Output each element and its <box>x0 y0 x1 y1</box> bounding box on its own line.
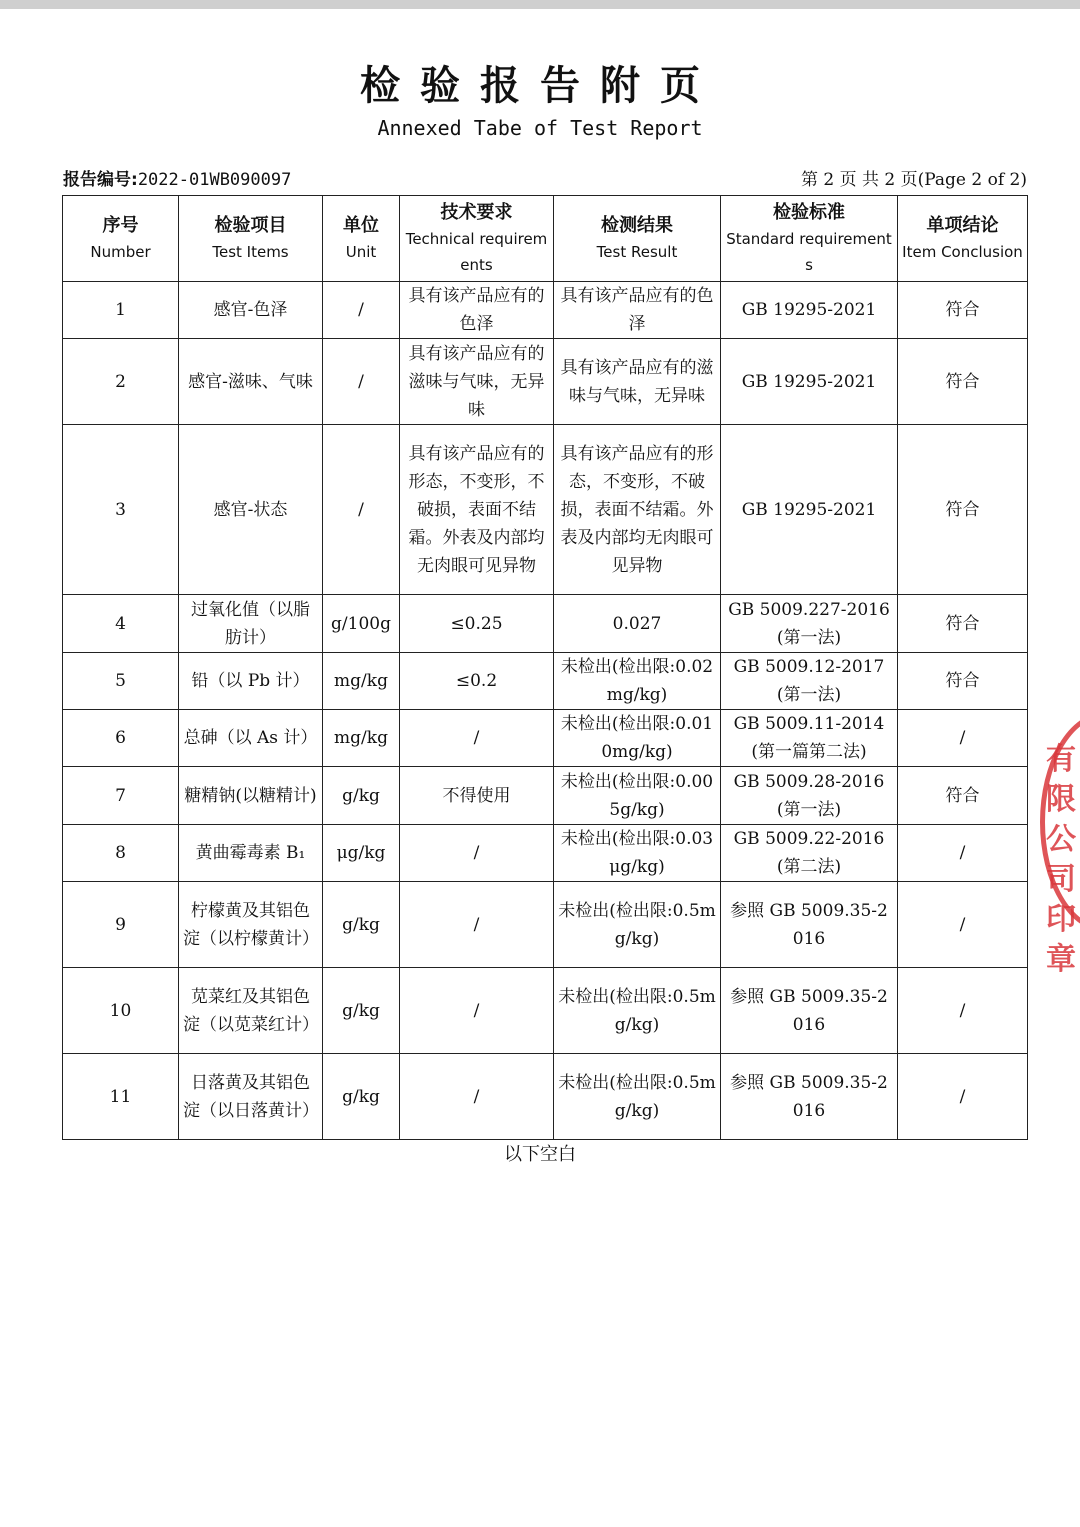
header-test-items: 检验项目 Test Items <box>179 196 323 282</box>
number-cell: 8 <box>63 825 179 882</box>
unit-cell: μg/kg <box>323 825 400 882</box>
table-row <box>63 968 1028 1054</box>
result-cell: 未检出(检出限:0.5mg/kg) <box>554 882 721 968</box>
conclusion-cell: 符合 <box>898 595 1028 653</box>
result-cell: 未检出(检出限:0.005g/kg) <box>554 767 721 825</box>
requirement-cell: 具有该产品应有的色泽 <box>400 282 554 339</box>
standard-cell: GB 19295-2021 <box>721 339 898 425</box>
result-cell: 未检出(检出限:0.010mg/kg) <box>554 710 721 767</box>
requirement-cell: 具有该产品应有的形态，不变形，不破损，表面不结霜。外表及内部均无肉眼可见异物 <box>400 425 554 595</box>
blank-below-note: 以下空白 <box>504 1144 576 1165</box>
unit-cell: g/100g <box>323 595 400 653</box>
report-title: 检验报告附页 <box>360 63 720 109</box>
report-number-value: 2022-01WB090097 <box>137 170 292 190</box>
standard-cell: GB 19295-2021 <box>721 282 898 339</box>
test-item-cell: 铅（以 Pb 计） <box>179 653 323 710</box>
conclusion-cell: / <box>898 1054 1028 1140</box>
test-item-cell: 糖精钠(以糖精计) <box>179 767 323 825</box>
number-cell: 7 <box>63 767 179 825</box>
result-cell: 具有该产品应有的滋味与气味，无异味 <box>554 339 721 425</box>
table-header-row <box>63 196 1028 282</box>
conclusion-cell: / <box>898 825 1028 882</box>
test-item-cell: 感官-滋味、气味 <box>179 339 323 425</box>
conclusion-cell: 符合 <box>898 767 1028 825</box>
standard-cell: GB 5009.227-2016 (第一法) <box>721 595 898 653</box>
stamp-text: 有限公司印章 <box>1046 742 1076 977</box>
header-standard: 检验标准 Standard requirements <box>721 196 898 282</box>
table-row <box>63 710 1028 767</box>
table-row <box>63 339 1028 425</box>
unit-cell: / <box>323 425 400 595</box>
unit-cell: / <box>323 339 400 425</box>
number-cell: 9 <box>63 882 179 968</box>
number-cell: 4 <box>63 595 179 653</box>
number-cell: 6 <box>63 710 179 767</box>
conclusion-cell: 符合 <box>898 282 1028 339</box>
requirement-cell: ≤0.2 <box>400 653 554 710</box>
result-cell: 未检出(检出限:0.03μg/kg) <box>554 825 721 882</box>
test-item-cell: 感官-状态 <box>179 425 323 595</box>
test-results-table <box>62 195 1028 1140</box>
requirement-cell: / <box>400 968 554 1054</box>
table-row <box>63 882 1028 968</box>
header-technical-requirements: 技术要求 Technical requirements <box>400 196 554 282</box>
page-info: 第 2 页 共 2 页(Page 2 of 2) <box>800 170 1027 190</box>
result-cell: 0.027 <box>554 595 721 653</box>
test-item-cell: 黄曲霉毒素 B₁ <box>179 825 323 882</box>
result-cell: 未检出(检出限:0.5mg/kg) <box>554 968 721 1054</box>
table-row <box>63 425 1028 595</box>
number-cell: 2 <box>63 339 179 425</box>
unit-cell: g/kg <box>323 767 400 825</box>
requirement-cell: 不得使用 <box>400 767 554 825</box>
unit-cell: g/kg <box>323 882 400 968</box>
test-item-cell: 感官-色泽 <box>179 282 323 339</box>
top-border-bar <box>0 0 1080 9</box>
test-item-cell: 日落黄及其铝色淀（以日落黄计） <box>179 1054 323 1140</box>
header-conclusion: 单项结论 Item Conclusion <box>898 196 1028 282</box>
conclusion-cell: / <box>898 882 1028 968</box>
result-cell: 具有该产品应有的色泽 <box>554 282 721 339</box>
requirement-cell: / <box>400 882 554 968</box>
table-row <box>63 595 1028 653</box>
header-test-result: 检测结果 Test Result <box>554 196 721 282</box>
number-cell: 3 <box>63 425 179 595</box>
standard-cell: 参照 GB 5009.35-2016 <box>721 1054 898 1140</box>
unit-cell: g/kg <box>323 968 400 1054</box>
conclusion-cell: 符合 <box>898 339 1028 425</box>
table-row <box>63 282 1028 339</box>
result-cell: 未检出(检出限:0.02mg/kg) <box>554 653 721 710</box>
test-item-cell: 总砷（以 As 计） <box>179 710 323 767</box>
test-item-cell: 苋菜红及其铝色淀（以苋菜红计） <box>179 968 323 1054</box>
number-cell: 5 <box>63 653 179 710</box>
unit-cell: mg/kg <box>323 710 400 767</box>
conclusion-cell: / <box>898 710 1028 767</box>
unit-cell: mg/kg <box>323 653 400 710</box>
standard-cell: GB 19295-2021 <box>721 425 898 595</box>
standard-cell: 参照 GB 5009.35-2016 <box>721 968 898 1054</box>
standard-cell: GB 5009.12-2017 (第一法) <box>721 653 898 710</box>
header-unit: 单位 Unit <box>323 196 400 282</box>
table-body <box>63 282 1028 1140</box>
unit-cell: g/kg <box>323 1054 400 1140</box>
conclusion-cell: 符合 <box>898 425 1028 595</box>
number-cell: 11 <box>63 1054 179 1140</box>
standard-cell: GB 5009.28-2016 (第一法) <box>721 767 898 825</box>
number-cell: 1 <box>63 282 179 339</box>
requirement-cell: ≤0.25 <box>400 595 554 653</box>
requirement-cell: / <box>400 710 554 767</box>
standard-cell: 参照 GB 5009.35-2016 <box>721 882 898 968</box>
table-row <box>63 653 1028 710</box>
conclusion-cell: / <box>898 968 1028 1054</box>
standard-cell: GB 5009.22-2016 (第二法) <box>721 825 898 882</box>
table-row <box>63 767 1028 825</box>
requirement-cell: / <box>400 1054 554 1140</box>
report-subtitle: Annexed Tabe of Test Report <box>377 116 703 140</box>
requirement-cell: / <box>400 825 554 882</box>
standard-cell: GB 5009.11-2014 (第一篇第二法) <box>721 710 898 767</box>
table-row <box>63 825 1028 882</box>
header-number: 序号 Number <box>63 196 179 282</box>
conclusion-cell: 符合 <box>898 653 1028 710</box>
test-item-cell: 柠檬黄及其铝色淀（以柠檬黄计） <box>179 882 323 968</box>
report-number-label: 报告编号: <box>63 170 138 190</box>
unit-cell: / <box>323 282 400 339</box>
test-item-cell: 过氧化值（以脂肪计） <box>179 595 323 653</box>
result-cell: 具有该产品应有的形态，不变形，不破损，表面不结霜。外表及内部均无肉眼可见异物 <box>554 425 721 595</box>
result-cell: 未检出(检出限:0.5mg/kg) <box>554 1054 721 1140</box>
number-cell: 10 <box>63 968 179 1054</box>
report-number <box>63 168 291 192</box>
requirement-cell: 具有该产品应有的滋味与气味，无异味 <box>400 339 554 425</box>
table-row <box>63 1054 1028 1140</box>
